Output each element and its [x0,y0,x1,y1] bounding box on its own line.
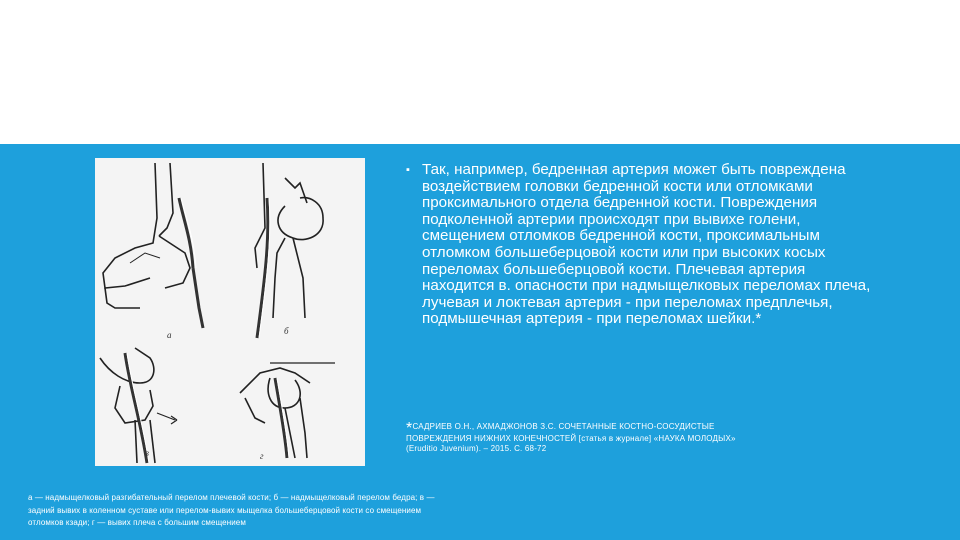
caption-line-2: задний вывих в коленном суставе или перелом-вывих мыщелка большеберцовой кости со смещением [28,505,422,515]
vascular-injury-figure [95,158,365,466]
reference-line-1 [406,420,846,437]
reference-line-1-text: САДРИЕВ О.Н., АХМАДЖОНОВ З.С. СОЧЕТАННЫЕ КОСТНО-СОСУДИСТЫЕ [412,422,715,431]
title-area [0,14,960,144]
top-band [0,0,960,14]
bullet-paragraph [406,162,876,328]
reference-citation [406,422,846,454]
figure-caption [28,492,548,530]
caption-line-3: отломков кзади; г — вывих плеча с большим смещением [28,518,246,527]
figure-label-b: б [284,326,289,336]
reference-star: * [406,420,413,437]
figure-label-g: г [260,451,264,461]
reference-line-3: (Eruditio Juvenium). – 2015. С. 68-72 [406,444,547,453]
bullet-marker-icon: ▪ [406,164,410,176]
figure-label-v: в [145,448,149,458]
caption-line-1: а — надмыщелковый разгибательный перелом плечевой кости; б — надмыщелковый перелом бедра; в — [28,493,435,502]
reference-line-2: ПОВРЕЖДЕНИЯ НИЖНИХ КОНЕЧНОСТЕЙ [статья в журнале] «НАУКА МОЛОДЫХ» [406,434,736,443]
figure-illustration [95,158,365,466]
figure-label-a: а [167,330,172,340]
bullet-text: Так, например, бедренная артерия может быть повреждена воздействием головки бедренной кости или отломками проксимального отдела бедренной кости. Повреждения подколенной артерии происходят при вывихе голени, смещением отломков бедренной кости, проксимальным отломком большеберцовой кости или при высоких косых переломах большеберцовой кости. Плечевая артерия находится в. опасности при надмыщелковых переломах плеча, лучевая и локтевая артерия - при переломах предплечья, подмышечная артерия - при переломах шейки.* [422,161,871,328]
